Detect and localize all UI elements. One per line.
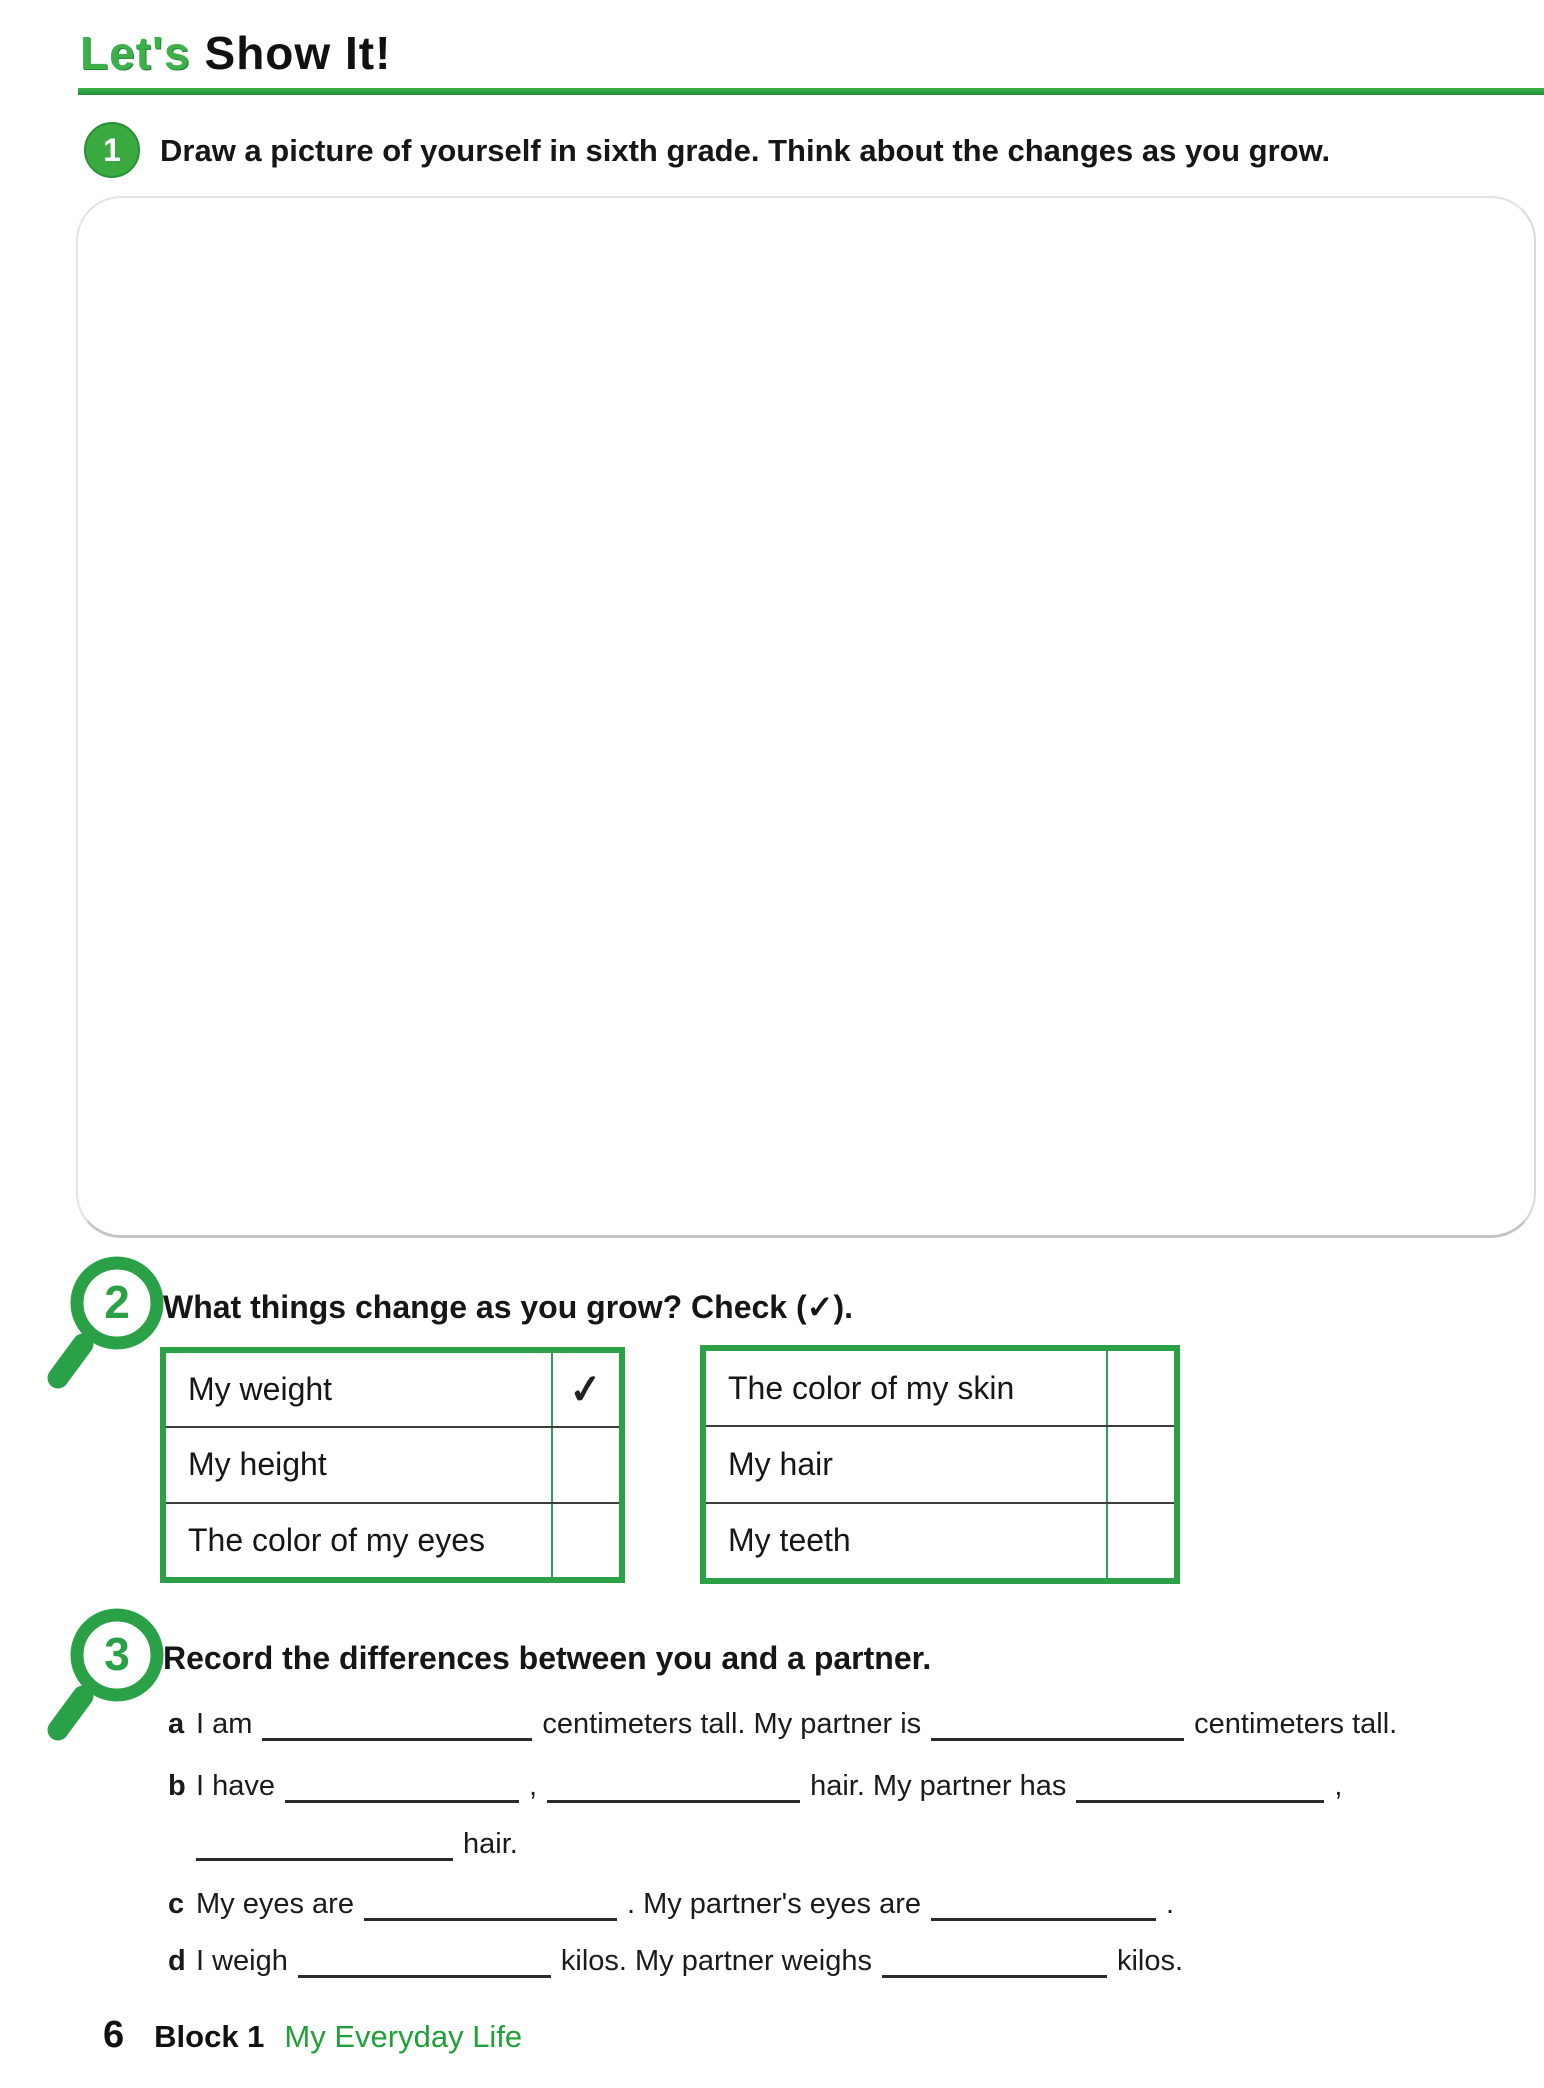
check-cell[interactable] <box>1106 1351 1174 1425</box>
check-table-right <box>700 1345 1180 1584</box>
row-label: My teeth <box>728 1522 851 1559</box>
sentence-text: , <box>1334 1770 1343 1802</box>
row-label: My height <box>188 1446 327 1483</box>
page-title <box>80 26 391 80</box>
check-cell[interactable] <box>1106 1427 1174 1501</box>
item-letter: c <box>168 1888 185 1920</box>
table-row <box>706 1502 1174 1578</box>
exercise1-number: 1 <box>103 131 121 168</box>
exercise2-instruction: What things change as you grow? Check (✓). <box>163 1289 853 1325</box>
item-letter: b <box>168 1770 186 1802</box>
page-number: 6 <box>103 2014 125 2056</box>
check-cell[interactable] <box>1106 1504 1174 1578</box>
magnifier-handle <box>58 1344 83 1378</box>
table-row <box>706 1351 1174 1425</box>
check-mark: ✓ <box>567 1366 605 1414</box>
page-footer <box>103 2014 522 2057</box>
sentence-text: . My partner's eyes are <box>626 1888 921 1920</box>
sentence-b-line2 <box>168 1828 528 1861</box>
exercise2-number: 2 <box>104 1276 130 1328</box>
blank-line[interactable] <box>298 1948 551 1978</box>
blank-line[interactable] <box>364 1891 617 1921</box>
blank-line[interactable] <box>882 1948 1107 1978</box>
magnifier-icon <box>42 1248 172 1408</box>
page-title-green: Let's <box>80 27 191 79</box>
sentence-text: hair. <box>463 1828 518 1860</box>
item-letter: a <box>168 1708 185 1740</box>
block-title: My Everyday Life <box>284 2019 523 2054</box>
sentence-a <box>168 1708 1407 1741</box>
blank-line[interactable] <box>1076 1773 1324 1803</box>
sentence-text: My eyes are <box>196 1888 354 1920</box>
row-label: The color of my skin <box>728 1369 1015 1406</box>
table-row <box>166 1426 619 1501</box>
drawing-area[interactable] <box>76 196 1536 1238</box>
exercise1-number-badge <box>84 122 140 178</box>
sentence-text: centimeters tall. My partner is <box>542 1708 922 1740</box>
sentence-text: I weigh <box>196 1945 288 1977</box>
sentence-text: I am <box>196 1708 253 1740</box>
sentence-b <box>168 1770 1352 1803</box>
row-label: My hair <box>728 1445 833 1482</box>
sentence-text: kilos. My partner weighs <box>560 1945 872 1977</box>
blank-line[interactable] <box>931 1711 1184 1741</box>
sentence-text: , <box>529 1770 538 1802</box>
title-underline <box>78 88 1544 95</box>
blank-line[interactable] <box>931 1891 1156 1921</box>
exercise3-instruction: Record the differences between you and a partner. <box>163 1640 932 1676</box>
blank-line[interactable] <box>285 1773 519 1803</box>
sentence-text: . <box>1166 1888 1175 1920</box>
sentence-text: kilos. <box>1116 1945 1184 1977</box>
exercise3-number: 3 <box>104 1628 130 1680</box>
table-row <box>166 1353 619 1426</box>
page-title-black: Show It! <box>204 27 392 79</box>
check-cell[interactable] <box>551 1504 619 1577</box>
blank-line[interactable] <box>262 1711 532 1741</box>
check-cell[interactable] <box>551 1428 619 1501</box>
item-letter: d <box>168 1945 186 1977</box>
row-label: My weight <box>188 1371 333 1408</box>
sentence-d <box>168 1945 1193 1978</box>
check-cell[interactable] <box>551 1353 619 1426</box>
block-label: Block 1 <box>154 2019 265 2054</box>
magnifier-handle <box>58 1696 83 1730</box>
magnifier-icon <box>42 1600 172 1760</box>
table-row <box>706 1425 1174 1501</box>
blank-line[interactable] <box>547 1773 800 1803</box>
table-row <box>166 1502 619 1577</box>
sentence-text: I have <box>196 1770 275 1802</box>
sentence-c <box>168 1888 1184 1921</box>
row-label: The color of my eyes <box>188 1521 485 1558</box>
sentence-text: centimeters tall. <box>1194 1708 1398 1740</box>
exercise1-instruction: Draw a picture of yourself in sixth grade. Think about the changes as you grow. <box>160 133 1331 168</box>
blank-line[interactable] <box>196 1831 453 1861</box>
check-table-left <box>160 1347 625 1583</box>
sentence-text: hair. My partner has <box>810 1770 1067 1802</box>
